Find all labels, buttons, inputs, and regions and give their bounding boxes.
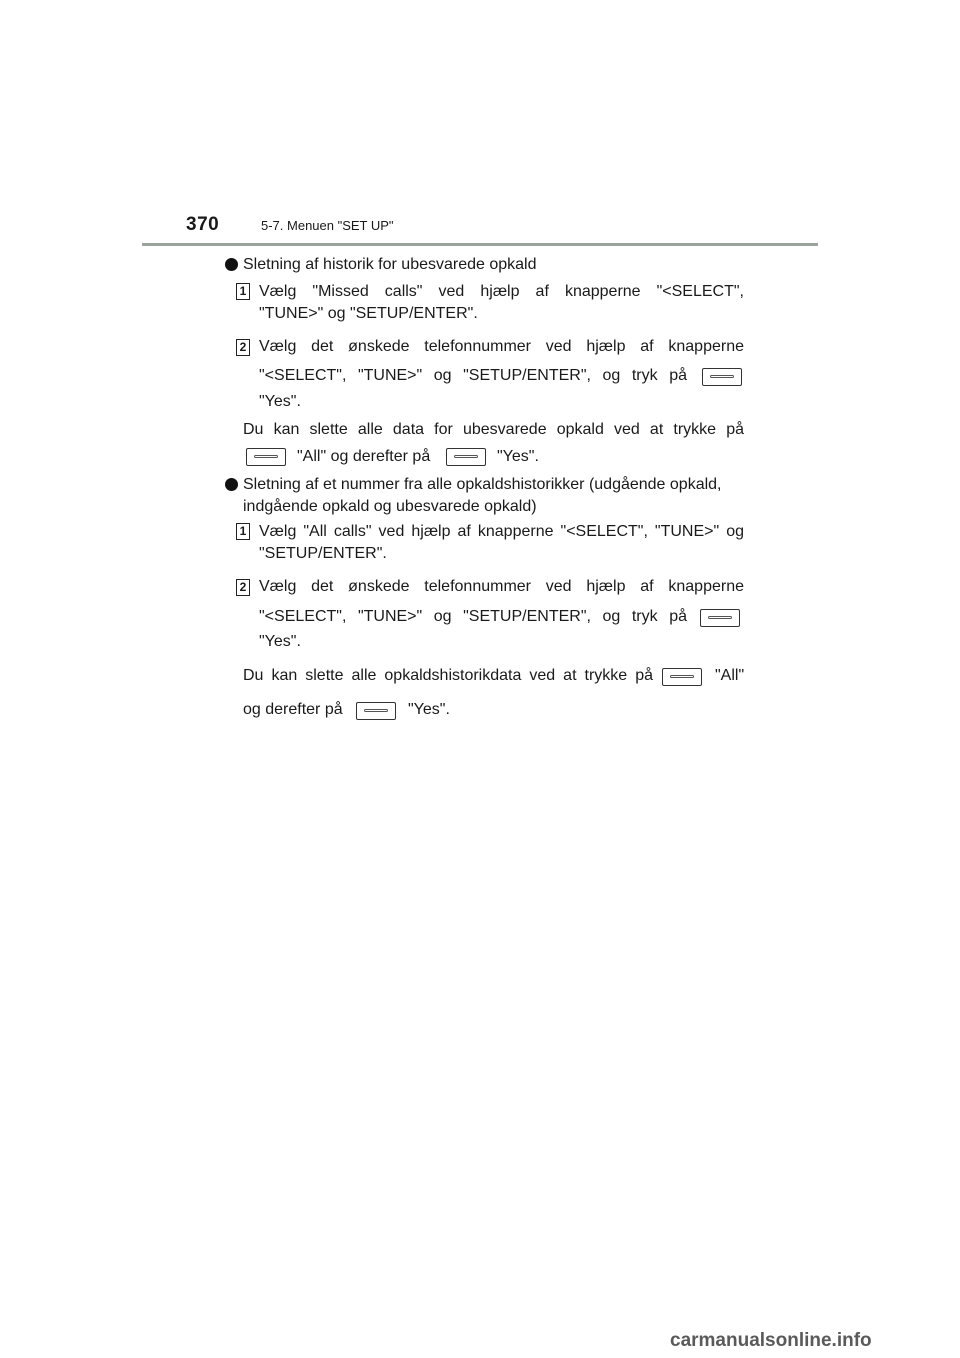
phone-button-icon — [356, 702, 396, 720]
step-text: "TUNE>" og "SETUP/ENTER". — [259, 305, 478, 322]
phone-button-icon — [446, 448, 486, 466]
step-text: "<SELECT", "TUNE>" og "SETUP/ENTER", og tryk på — [259, 367, 687, 384]
step-number-box: 2 — [236, 339, 250, 356]
step-number-box: 2 — [236, 579, 250, 596]
step-text: Vælg "All calls" ved hjælp af knapperne "<SELECT", "TUNE>" og — [259, 523, 744, 540]
note-text: "Yes". — [497, 448, 539, 465]
step-number-box: 1 — [236, 523, 250, 540]
note-text: "All" — [715, 667, 745, 684]
note-text: Du kan slette alle opkaldshistorikdata ved at trykke på — [243, 667, 653, 684]
chapter-title: 5-7. Menuen "SET UP" — [261, 218, 394, 233]
note-text: "Yes". — [408, 701, 450, 718]
section-title: indgående opkald og ubesvarede opkald) — [243, 498, 537, 515]
step-text: Vælg "Missed calls" ved hjælp af knapperne "<SELECT", — [259, 283, 744, 300]
phone-button-icon — [246, 448, 286, 466]
step-text: Vælg det ønskede telefonnummer ved hjælp af knapperne — [259, 338, 744, 355]
watermark: carmanualsonline.info — [670, 1330, 872, 1351]
section-title: Sletning af historik for ubesvarede opkald — [243, 256, 537, 273]
step-text: Vælg det ønskede telefonnummer ved hjælp af knapperne — [259, 578, 744, 595]
phone-button-icon — [702, 368, 742, 386]
phone-button-icon — [662, 668, 702, 686]
step-number-box: 1 — [236, 283, 250, 300]
note-text: "All" og derefter på — [297, 448, 431, 465]
section-title: Sletning af et nummer fra alle opkaldshistorikker (udgående opkald, — [243, 476, 722, 493]
step-text: "Yes". — [259, 393, 301, 410]
page-number: 370 — [186, 214, 220, 235]
bullet-icon — [225, 478, 238, 491]
header-rule — [142, 243, 818, 246]
bullet-icon — [225, 258, 238, 271]
phone-button-icon — [700, 609, 740, 627]
page-header — [186, 214, 820, 244]
step-text: "Yes". — [259, 633, 301, 650]
step-text: "SETUP/ENTER". — [259, 545, 387, 562]
note-text: og derefter på — [243, 701, 343, 718]
step-text: "<SELECT", "TUNE>" og "SETUP/ENTER", og tryk på — [259, 608, 687, 625]
note-text: Du kan slette alle data for ubesvarede opkald ved at trykke på — [243, 421, 744, 438]
